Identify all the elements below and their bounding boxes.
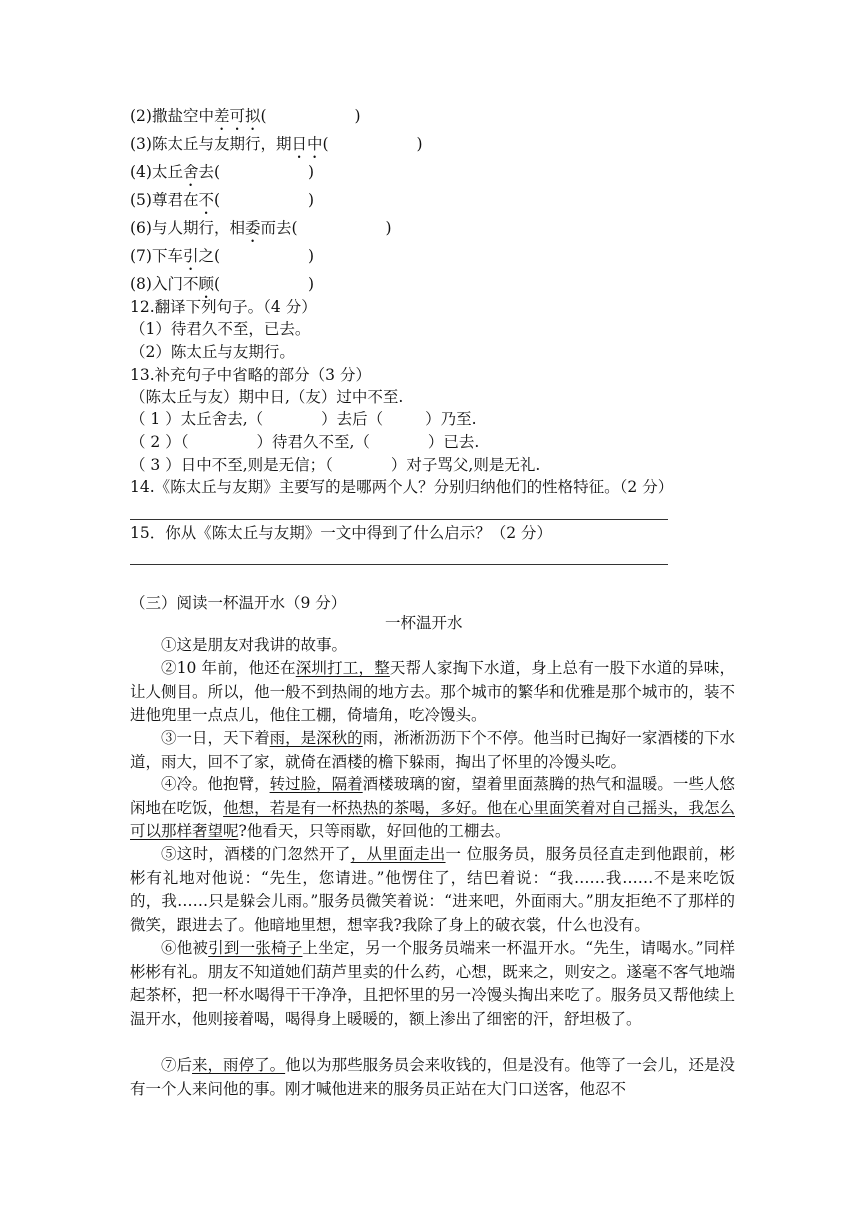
section-heading: （三）阅读一杯温开水（9 分） (130, 594, 347, 612)
vocab-item: (4)太丘舍去( ) (130, 163, 315, 181)
question-13-example: （陈太丘与友）期中日,（友）过中不至. (130, 388, 404, 406)
passage-title: 一杯温开水 (385, 614, 463, 632)
question-13-title: 13.补充句子中省略的部分（3 分） (130, 366, 371, 384)
question-12-title: 12.翻译下列句子。（4 分） (130, 298, 317, 316)
vocab-item: (2)撒盐空中差可拟( ) (130, 107, 361, 125)
question-15: 15．你从《陈太丘与友期》一文中得到了什么启示？（2 分） (130, 524, 553, 542)
question-13-item-1: （ 1 ）太丘舍去,（ ）去后（ ）乃至. (130, 410, 477, 428)
vocab-item: (5)尊君在不( ) (130, 191, 315, 209)
paragraph-5: ⑤这时，酒楼的门忽然开了，从里面走出一 位服务员，服务员径直走到他跟前，彬彬有礼地对他说：“先生，您请进。”他愣住了，结巴着说：“我……我……不是来吃饭的，我……只是躲会儿雨。”服务员微笑着说：“进来吧，外面雨大。”朋友拒绝不了那样的微笑，跟进去了。他暗地里想，想宰我?我除了身上的破衣裳，什么也没有。 (130, 845, 735, 934)
question-13-item-3: （ 3 ）日中不至,则是无信；（ ）对子骂父,则是无礼. (130, 456, 541, 474)
paragraph-6: ⑥他被引到一张椅子上坐定，另一个服务员端来一杯温开水。“先生，请喝水。”同样彬彬有礼。朋友不知道她们葫芦里卖的什么药，心想，既来之，则安之。遂毫不客气地端起茶杯，把一杯水喝得干干净净，且把怀里的另一冷馒头掏出来吃了。服务员又帮他续上温开水，他则接着喝，喝得身上暖暖的，额上渗出了细密的汗，舒坦极了。 (130, 939, 735, 1028)
paragraph-2: ②10 年前，他还在深圳打工，整天帮人家掏下水道，身上总有一股下水道的异味，让人侧目。所以，他一般不到热闹的地方去。那个城市的繁华和优雅是那个城市的，装不进他兜里一点点儿，他住工棚，倚墙角，吃冷馒头。 (130, 659, 735, 724)
paragraph-1: ①这是朋友对我讲的故事。 (161, 636, 348, 654)
paragraph-4: ④冷。他抱臂，转过脸，隔着酒楼玻璃的窗，望着里面蒸腾的热气和温暖。一些人悠闲地在吃饭，他想，若是有一杯热热的茶喝，多好。他在心里面笑着对自己摇头，我怎么可以那样奢望呢?他看天，只等雨歇，好回他的工棚去。 (130, 775, 735, 840)
question-12-sentence-2: （2）陈太丘与友期行。 (130, 343, 295, 361)
answer-line (130, 564, 668, 565)
question-13-item-2: （ 2 ）（ ）待君久不至,（ ）已去. (130, 433, 480, 451)
paragraph-7: ⑦后来，雨停了。他以为那些服务员会来收钱的，但是没有。他等了一会儿，还是没有一个人来问他的事。刚才喊他进来的服务员正站在大门口送客，他忍不 (130, 1056, 735, 1098)
paragraph-3: ③一日，天下着雨，是深秋的雨，淅淅沥沥下个不停。他当时已掏好一家酒楼的下水道，雨大，回不了家，就倚在酒楼的檐下躲雨，掏出了怀里的冷馒头吃。 (130, 729, 735, 771)
question-12-sentence-1: （1）待君久不至，已去。 (130, 320, 311, 338)
question-14: 14.《陈太丘与友期》主要写的是哪两个人？分别归纳他们的性格特征。（2 分） (130, 478, 674, 496)
vocab-item: (3)陈太丘与友期行，期日中( ) (130, 135, 423, 153)
answer-line (130, 519, 668, 520)
vocab-item: (7)下车引之( ) (130, 247, 315, 265)
vocab-item: (6)与人期行，相委而去( ) (130, 219, 392, 237)
vocab-item: (8)入门不顾( ) (130, 275, 315, 293)
